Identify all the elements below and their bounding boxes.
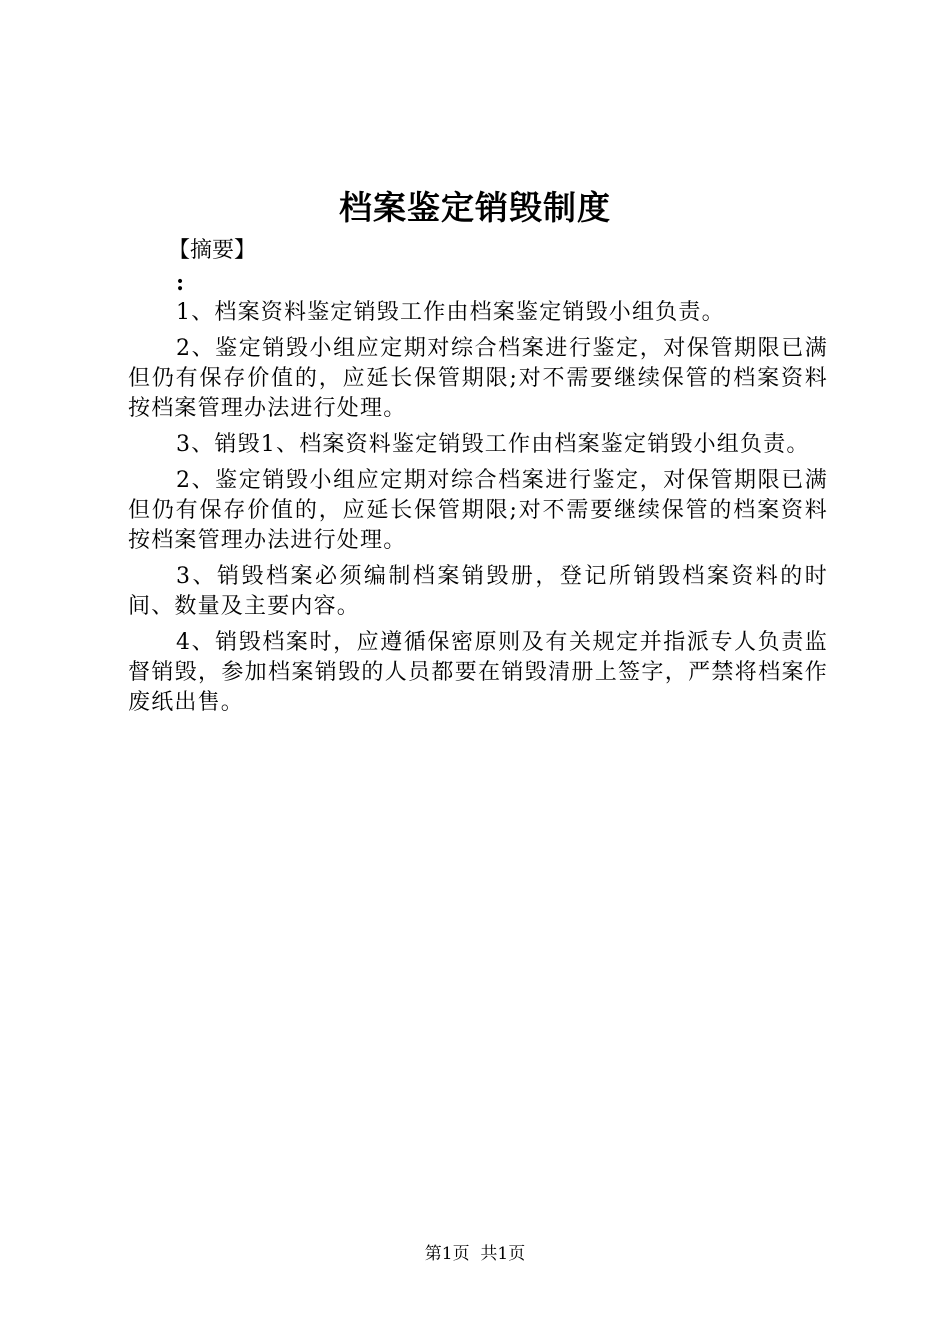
- abstract-colon: :: [176, 270, 185, 296]
- paragraph-4: 2、鉴定销毁小组应定期对综合档案进行鉴定，对保管期限已满但仍有保存价值的，应延长保管期限;对不需要继续保管的档案资料按档案管理办法进行处理。: [128, 468, 828, 553]
- page-number-total: 共1页: [480, 1244, 526, 1264]
- document-body: [128, 236, 828, 724]
- paragraph-6: 4、销毁档案时，应遵循保密原则及有关规定并指派专人负责监督销毁，参加档案销毁的人员都要在销毁清册上签字，严禁将档案作废纸出售。: [128, 630, 828, 715]
- paragraph-5: 3、销毁档案必须编制档案销毁册，登记所销毁档案资料的时间、数量及主要内容。: [128, 564, 828, 619]
- abstract-label: 【摘要】: [168, 238, 257, 263]
- document-title: 档案鉴定销毁制度: [339, 188, 611, 227]
- page-number-current: 第1页: [424, 1244, 470, 1264]
- paragraph-1: 1、档案资料鉴定销毁工作由档案鉴定销毁小组负责。: [176, 300, 725, 325]
- paragraph-3: 3、销毁1、档案资料鉴定销毁工作由档案鉴定销毁小组负责。: [176, 432, 810, 457]
- footer-spacer: [470, 1244, 481, 1264]
- page-footer: [0, 1242, 950, 1266]
- paragraph-2: 2、鉴定销毁小组应定期对综合档案进行鉴定，对保管期限已满但仍有保存价值的，应延长保管期限;对不需要继续保管的档案资料按档案管理办法进行处理。: [128, 336, 828, 421]
